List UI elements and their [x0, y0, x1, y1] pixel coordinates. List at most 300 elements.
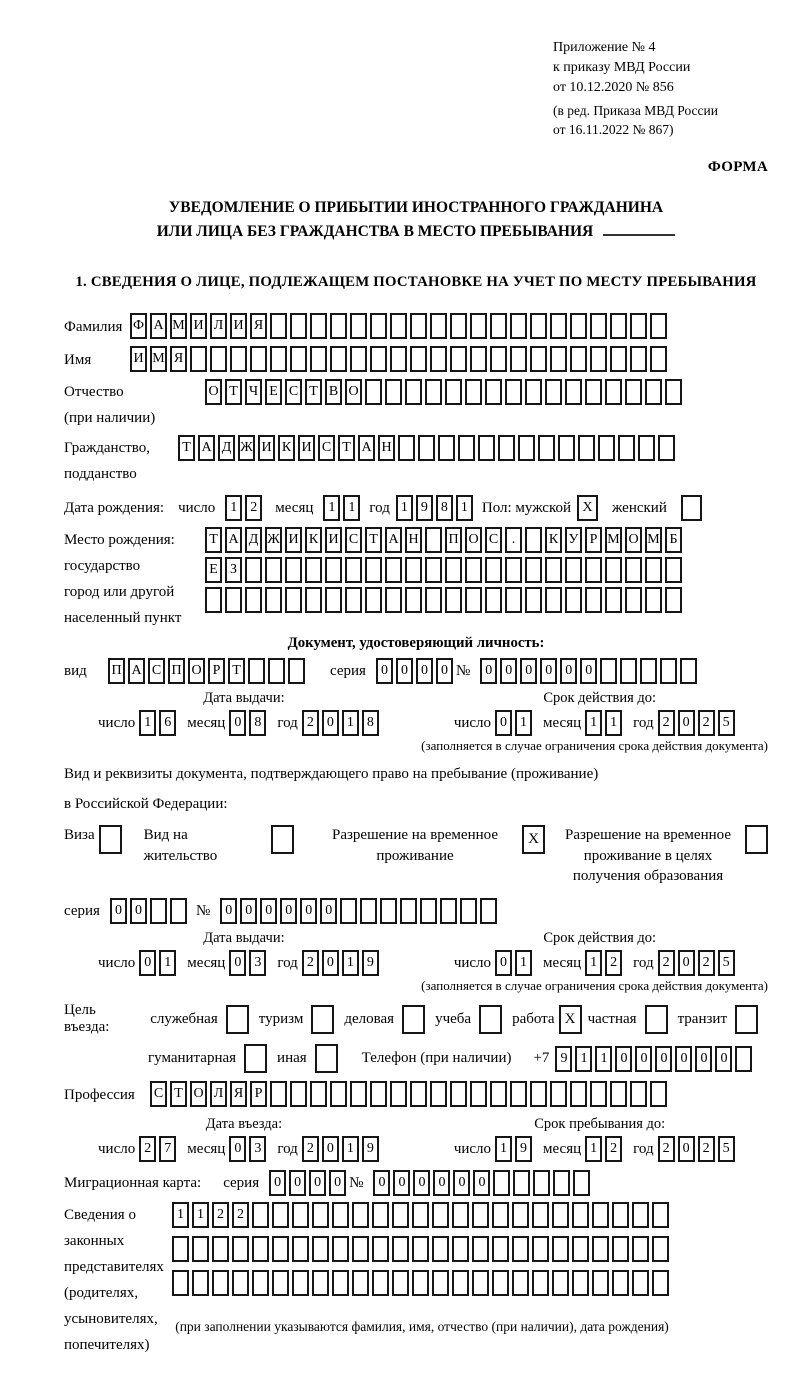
char-cell[interactable]	[365, 587, 382, 613]
char-cell[interactable]	[425, 587, 442, 613]
char-cell[interactable]: И	[190, 313, 207, 339]
purpose-other-checkbox[interactable]	[315, 1044, 338, 1073]
char-cell[interactable]	[650, 346, 667, 372]
char-cell[interactable]	[210, 346, 227, 372]
char-cell[interactable]	[590, 313, 607, 339]
char-cell[interactable]	[310, 313, 327, 339]
char-cell[interactable]	[370, 346, 387, 372]
char-cell[interactable]	[330, 313, 347, 339]
char-cell[interactable]: 1	[342, 710, 359, 736]
char-cell[interactable]	[270, 1081, 287, 1107]
char-cell[interactable]: 1	[342, 1136, 359, 1162]
char-cell[interactable]: 0	[322, 1136, 339, 1162]
char-cell[interactable]: 0	[615, 1046, 632, 1072]
char-cell[interactable]: 2	[302, 950, 319, 976]
char-cell[interactable]	[292, 1270, 309, 1296]
char-cell[interactable]: 0	[416, 658, 433, 684]
char-cell[interactable]	[570, 346, 587, 372]
char-cell[interactable]	[270, 346, 287, 372]
char-cell[interactable]	[350, 313, 367, 339]
char-cell[interactable]	[430, 313, 447, 339]
char-cell[interactable]	[460, 898, 477, 924]
char-cell[interactable]	[680, 658, 697, 684]
char-cell[interactable]	[265, 587, 282, 613]
char-cell[interactable]	[485, 587, 502, 613]
char-cell[interactable]	[380, 898, 397, 924]
char-cell[interactable]	[425, 557, 442, 583]
char-cell[interactable]: 8	[436, 495, 453, 521]
char-cell[interactable]	[272, 1270, 289, 1296]
char-cell[interactable]	[538, 435, 555, 461]
char-cell[interactable]	[232, 1270, 249, 1296]
char-cell[interactable]: 0	[289, 1170, 306, 1196]
char-cell[interactable]: О	[205, 379, 222, 405]
char-cell[interactable]: 0	[655, 1046, 672, 1072]
char-cell[interactable]	[250, 346, 267, 372]
char-cell[interactable]: 5	[718, 1136, 735, 1162]
char-cell[interactable]: 0	[715, 1046, 732, 1072]
char-cell[interactable]: 0	[376, 658, 393, 684]
char-cell[interactable]	[550, 346, 567, 372]
char-cell[interactable]: А	[128, 658, 145, 684]
char-cell[interactable]	[518, 435, 535, 461]
char-cell[interactable]	[605, 379, 622, 405]
char-cell[interactable]: 0	[322, 950, 339, 976]
char-cell[interactable]: Р	[250, 1081, 267, 1107]
char-cell[interactable]: 1	[396, 495, 413, 521]
char-cell[interactable]	[590, 346, 607, 372]
char-cell[interactable]: 0	[433, 1170, 450, 1196]
char-cell[interactable]: П	[168, 658, 185, 684]
sex-female-checkbox[interactable]	[681, 495, 702, 521]
char-cell[interactable]	[370, 313, 387, 339]
char-cell[interactable]	[552, 1236, 569, 1262]
char-cell[interactable]: Т	[305, 379, 322, 405]
char-cell[interactable]	[445, 379, 462, 405]
char-cell[interactable]: 2	[698, 710, 715, 736]
char-cell[interactable]	[390, 346, 407, 372]
char-cell[interactable]	[340, 898, 357, 924]
char-cell[interactable]: 2	[232, 1202, 249, 1228]
char-cell[interactable]	[265, 557, 282, 583]
char-cell[interactable]: 2	[698, 950, 715, 976]
char-cell[interactable]	[465, 557, 482, 583]
char-cell[interactable]: Т	[205, 527, 222, 553]
char-cell[interactable]	[492, 1202, 509, 1228]
char-cell[interactable]: И	[130, 346, 147, 372]
char-cell[interactable]: 9	[416, 495, 433, 521]
char-cell[interactable]	[452, 1270, 469, 1296]
char-cell[interactable]	[330, 346, 347, 372]
char-cell[interactable]	[632, 1270, 649, 1296]
char-cell[interactable]	[572, 1202, 589, 1228]
char-cell[interactable]	[592, 1270, 609, 1296]
char-cell[interactable]	[570, 313, 587, 339]
char-cell[interactable]: .	[505, 527, 522, 553]
char-cell[interactable]: М	[150, 346, 167, 372]
char-cell[interactable]: О	[345, 379, 362, 405]
char-cell[interactable]: С	[485, 527, 502, 553]
purpose-study-checkbox[interactable]	[479, 1005, 502, 1034]
char-cell[interactable]: 2	[658, 950, 675, 976]
char-cell[interactable]: С	[285, 379, 302, 405]
char-cell[interactable]	[400, 898, 417, 924]
char-cell[interactable]	[292, 1236, 309, 1262]
char-cell[interactable]	[432, 1236, 449, 1262]
char-cell[interactable]: 1	[343, 495, 360, 521]
char-cell[interactable]	[530, 313, 547, 339]
char-cell[interactable]: 0	[580, 658, 597, 684]
char-cell[interactable]: 9	[515, 1136, 532, 1162]
char-cell[interactable]	[498, 435, 515, 461]
char-cell[interactable]: 2	[658, 710, 675, 736]
purpose-private-checkbox[interactable]	[645, 1005, 668, 1034]
char-cell[interactable]: И	[230, 313, 247, 339]
char-cell[interactable]: У	[565, 527, 582, 553]
char-cell[interactable]	[305, 587, 322, 613]
char-cell[interactable]: К	[545, 527, 562, 553]
char-cell[interactable]	[585, 587, 602, 613]
char-cell[interactable]: 0	[695, 1046, 712, 1072]
char-cell[interactable]: И	[285, 527, 302, 553]
char-cell[interactable]: И	[325, 527, 342, 553]
char-cell[interactable]: 9	[362, 950, 379, 976]
char-cell[interactable]	[365, 379, 382, 405]
char-cell[interactable]	[325, 557, 342, 583]
char-cell[interactable]	[268, 658, 285, 684]
char-cell[interactable]: 1	[585, 1136, 602, 1162]
char-cell[interactable]: Н	[405, 527, 422, 553]
char-cell[interactable]	[470, 346, 487, 372]
char-cell[interactable]	[550, 313, 567, 339]
char-cell[interactable]	[565, 557, 582, 583]
char-cell[interactable]: 0	[220, 898, 237, 924]
char-cell[interactable]: 0	[309, 1170, 326, 1196]
char-cell[interactable]	[665, 587, 682, 613]
char-cell[interactable]	[352, 1202, 369, 1228]
char-cell[interactable]	[392, 1236, 409, 1262]
char-cell[interactable]: Е	[265, 379, 282, 405]
char-cell[interactable]	[332, 1270, 349, 1296]
char-cell[interactable]	[578, 435, 595, 461]
char-cell[interactable]	[525, 527, 542, 553]
char-cell[interactable]: П	[445, 527, 462, 553]
char-cell[interactable]	[492, 1236, 509, 1262]
char-cell[interactable]	[252, 1236, 269, 1262]
purpose-humanitarian-checkbox[interactable]	[244, 1044, 267, 1073]
char-cell[interactable]	[512, 1270, 529, 1296]
char-cell[interactable]	[230, 346, 247, 372]
char-cell[interactable]	[245, 587, 262, 613]
char-cell[interactable]: Ж	[238, 435, 255, 461]
char-cell[interactable]: 1	[515, 710, 532, 736]
char-cell[interactable]	[418, 435, 435, 461]
char-cell[interactable]: 0	[678, 1136, 695, 1162]
char-cell[interactable]	[285, 587, 302, 613]
char-cell[interactable]: О	[465, 527, 482, 553]
char-cell[interactable]: Л	[210, 313, 227, 339]
char-cell[interactable]: 1	[225, 495, 242, 521]
char-cell[interactable]	[450, 1081, 467, 1107]
char-cell[interactable]	[288, 658, 305, 684]
char-cell[interactable]: Т	[338, 435, 355, 461]
char-cell[interactable]	[532, 1270, 549, 1296]
char-cell[interactable]	[412, 1270, 429, 1296]
char-cell[interactable]	[553, 1170, 570, 1196]
char-cell[interactable]	[192, 1270, 209, 1296]
char-cell[interactable]	[510, 313, 527, 339]
char-cell[interactable]	[652, 1236, 669, 1262]
char-cell[interactable]: С	[150, 1081, 167, 1107]
char-cell[interactable]	[232, 1236, 249, 1262]
char-cell[interactable]: 0	[560, 658, 577, 684]
char-cell[interactable]	[573, 1170, 590, 1196]
char-cell[interactable]: 0	[260, 898, 277, 924]
char-cell[interactable]	[172, 1236, 189, 1262]
char-cell[interactable]: 0	[393, 1170, 410, 1196]
char-cell[interactable]: К	[278, 435, 295, 461]
char-cell[interactable]	[493, 1170, 510, 1196]
char-cell[interactable]	[150, 898, 167, 924]
char-cell[interactable]	[392, 1202, 409, 1228]
char-cell[interactable]	[505, 557, 522, 583]
char-cell[interactable]	[572, 1236, 589, 1262]
char-cell[interactable]	[345, 587, 362, 613]
char-cell[interactable]	[592, 1202, 609, 1228]
char-cell[interactable]: Ч	[245, 379, 262, 405]
char-cell[interactable]	[650, 313, 667, 339]
char-cell[interactable]	[485, 557, 502, 583]
purpose-tourism-checkbox[interactable]	[311, 1005, 334, 1034]
char-cell[interactable]	[612, 1202, 629, 1228]
char-cell[interactable]: 9	[555, 1046, 572, 1072]
char-cell[interactable]: Т	[178, 435, 195, 461]
char-cell[interactable]: А	[225, 527, 242, 553]
char-cell[interactable]: 2	[658, 1136, 675, 1162]
char-cell[interactable]: 3	[249, 1136, 266, 1162]
char-cell[interactable]	[530, 346, 547, 372]
char-cell[interactable]: 0	[110, 898, 127, 924]
char-cell[interactable]	[425, 527, 442, 553]
char-cell[interactable]: 9	[362, 1136, 379, 1162]
char-cell[interactable]: 0	[436, 658, 453, 684]
char-cell[interactable]	[510, 346, 527, 372]
char-cell[interactable]	[530, 1081, 547, 1107]
char-cell[interactable]: С	[318, 435, 335, 461]
char-cell[interactable]	[645, 587, 662, 613]
char-cell[interactable]	[410, 346, 427, 372]
char-cell[interactable]: 6	[159, 710, 176, 736]
char-cell[interactable]	[612, 1236, 629, 1262]
char-cell[interactable]	[533, 1170, 550, 1196]
char-cell[interactable]	[438, 435, 455, 461]
char-cell[interactable]	[332, 1236, 349, 1262]
char-cell[interactable]	[410, 313, 427, 339]
char-cell[interactable]: М	[645, 527, 662, 553]
char-cell[interactable]	[630, 313, 647, 339]
char-cell[interactable]	[430, 346, 447, 372]
char-cell[interactable]: 0	[500, 658, 517, 684]
char-cell[interactable]	[172, 1270, 189, 1296]
char-cell[interactable]: 5	[718, 710, 735, 736]
char-cell[interactable]	[510, 1081, 527, 1107]
char-cell[interactable]	[605, 557, 622, 583]
char-cell[interactable]	[605, 587, 622, 613]
char-cell[interactable]: 0	[373, 1170, 390, 1196]
char-cell[interactable]	[480, 898, 497, 924]
char-cell[interactable]	[450, 346, 467, 372]
char-cell[interactable]	[660, 658, 677, 684]
char-cell[interactable]	[465, 379, 482, 405]
char-cell[interactable]: Р	[208, 658, 225, 684]
char-cell[interactable]	[440, 898, 457, 924]
char-cell[interactable]	[352, 1236, 369, 1262]
char-cell[interactable]	[445, 557, 462, 583]
char-cell[interactable]: Р	[585, 527, 602, 553]
char-cell[interactable]	[310, 346, 327, 372]
char-cell[interactable]	[392, 1270, 409, 1296]
char-cell[interactable]	[625, 379, 642, 405]
char-cell[interactable]	[332, 1202, 349, 1228]
char-cell[interactable]	[410, 1081, 427, 1107]
char-cell[interactable]	[640, 658, 657, 684]
char-cell[interactable]: 2	[605, 1136, 622, 1162]
char-cell[interactable]: 1	[342, 950, 359, 976]
char-cell[interactable]	[312, 1202, 329, 1228]
char-cell[interactable]	[430, 1081, 447, 1107]
purpose-transit-checkbox[interactable]	[735, 1005, 758, 1034]
char-cell[interactable]: И	[298, 435, 315, 461]
char-cell[interactable]: Т	[365, 527, 382, 553]
char-cell[interactable]: 1	[575, 1046, 592, 1072]
char-cell[interactable]: Я	[230, 1081, 247, 1107]
char-cell[interactable]: 1	[515, 950, 532, 976]
char-cell[interactable]	[450, 313, 467, 339]
char-cell[interactable]	[490, 313, 507, 339]
char-cell[interactable]	[665, 379, 682, 405]
char-cell[interactable]: 0	[540, 658, 557, 684]
char-cell[interactable]	[610, 346, 627, 372]
char-cell[interactable]: А	[198, 435, 215, 461]
char-cell[interactable]	[390, 1081, 407, 1107]
char-cell[interactable]	[505, 587, 522, 613]
char-cell[interactable]	[592, 1236, 609, 1262]
char-cell[interactable]	[270, 313, 287, 339]
char-cell[interactable]: 0	[322, 710, 339, 736]
char-cell[interactable]	[630, 1081, 647, 1107]
char-cell[interactable]: И	[258, 435, 275, 461]
char-cell[interactable]	[492, 1270, 509, 1296]
char-cell[interactable]: 0	[229, 950, 246, 976]
char-cell[interactable]	[290, 1081, 307, 1107]
char-cell[interactable]	[272, 1202, 289, 1228]
char-cell[interactable]: 0	[130, 898, 147, 924]
char-cell[interactable]: Д	[218, 435, 235, 461]
char-cell[interactable]: 0	[678, 710, 695, 736]
char-cell[interactable]	[385, 379, 402, 405]
char-cell[interactable]	[245, 557, 262, 583]
char-cell[interactable]: Н	[378, 435, 395, 461]
char-cell[interactable]: А	[358, 435, 375, 461]
purpose-official-checkbox[interactable]	[226, 1005, 249, 1034]
char-cell[interactable]	[590, 1081, 607, 1107]
char-cell[interactable]	[405, 379, 422, 405]
char-cell[interactable]	[252, 1270, 269, 1296]
char-cell[interactable]: З	[225, 557, 242, 583]
char-cell[interactable]: 1	[192, 1202, 209, 1228]
char-cell[interactable]: Б	[665, 527, 682, 553]
char-cell[interactable]	[490, 1081, 507, 1107]
char-cell[interactable]	[432, 1202, 449, 1228]
char-cell[interactable]: Ф	[130, 313, 147, 339]
char-cell[interactable]	[285, 557, 302, 583]
char-cell[interactable]: Я	[250, 313, 267, 339]
char-cell[interactable]: 1	[595, 1046, 612, 1072]
char-cell[interactable]: 2	[245, 495, 262, 521]
char-cell[interactable]: Ж	[265, 527, 282, 553]
sex-male-checkbox[interactable]: X	[577, 495, 598, 521]
char-cell[interactable]	[610, 313, 627, 339]
char-cell[interactable]	[570, 1081, 587, 1107]
char-cell[interactable]: С	[148, 658, 165, 684]
char-cell[interactable]	[452, 1236, 469, 1262]
char-cell[interactable]	[452, 1202, 469, 1228]
char-cell[interactable]: 5	[718, 950, 735, 976]
char-cell[interactable]: Т	[225, 379, 242, 405]
char-cell[interactable]: 1	[159, 950, 176, 976]
char-cell[interactable]: 2	[302, 710, 319, 736]
char-cell[interactable]	[472, 1270, 489, 1296]
char-cell[interactable]	[290, 346, 307, 372]
char-cell[interactable]: 0	[473, 1170, 490, 1196]
char-cell[interactable]: 0	[229, 1136, 246, 1162]
char-cell[interactable]: 3	[249, 950, 266, 976]
char-cell[interactable]	[550, 1081, 567, 1107]
char-cell[interactable]	[558, 435, 575, 461]
char-cell[interactable]	[420, 898, 437, 924]
char-cell[interactable]: 0	[320, 898, 337, 924]
char-cell[interactable]: Л	[210, 1081, 227, 1107]
temp-residence-checkbox[interactable]: X	[522, 825, 545, 854]
char-cell[interactable]	[658, 435, 675, 461]
char-cell[interactable]: М	[605, 527, 622, 553]
char-cell[interactable]	[372, 1236, 389, 1262]
char-cell[interactable]	[352, 1270, 369, 1296]
char-cell[interactable]	[652, 1270, 669, 1296]
char-cell[interactable]: 0	[675, 1046, 692, 1072]
visa-checkbox[interactable]	[99, 825, 122, 854]
char-cell[interactable]: К	[305, 527, 322, 553]
char-cell[interactable]: Е	[205, 557, 222, 583]
char-cell[interactable]	[645, 379, 662, 405]
char-cell[interactable]: 0	[480, 658, 497, 684]
char-cell[interactable]	[272, 1236, 289, 1262]
char-cell[interactable]	[585, 379, 602, 405]
char-cell[interactable]	[545, 557, 562, 583]
char-cell[interactable]	[390, 313, 407, 339]
char-cell[interactable]: 0	[329, 1170, 346, 1196]
char-cell[interactable]: 2	[139, 1136, 156, 1162]
char-cell[interactable]	[465, 587, 482, 613]
char-cell[interactable]	[565, 379, 582, 405]
char-cell[interactable]	[632, 1202, 649, 1228]
char-cell[interactable]	[252, 1202, 269, 1228]
char-cell[interactable]	[525, 379, 542, 405]
char-cell[interactable]: Т	[228, 658, 245, 684]
char-cell[interactable]: О	[188, 658, 205, 684]
char-cell[interactable]	[310, 1081, 327, 1107]
char-cell[interactable]: О	[190, 1081, 207, 1107]
